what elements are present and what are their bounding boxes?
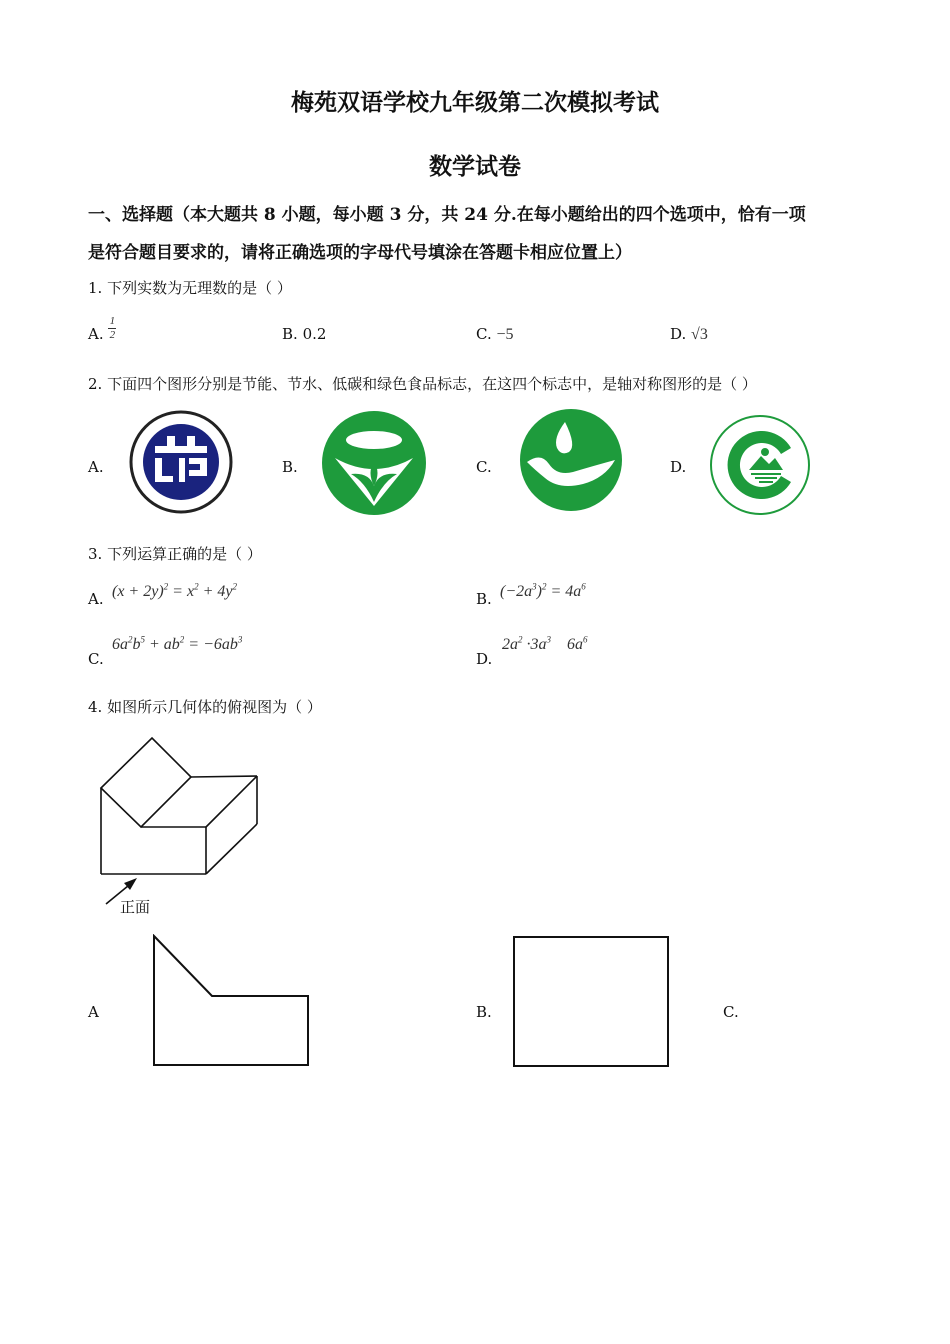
q4-option-a-label[interactable]: A — [88, 1003, 99, 1021]
option-value: 0.2 — [302, 325, 327, 343]
option-value: √3 — [691, 326, 708, 343]
q1-option-a[interactable] — [88, 314, 116, 343]
green-food-logo-icon — [321, 410, 427, 516]
q4-option-a-shape — [150, 934, 312, 1069]
q3-option-c[interactable] — [88, 650, 104, 668]
q2-option-c-label[interactable]: C. — [476, 458, 492, 476]
q4-option-c-label[interactable]: C. — [723, 1003, 739, 1021]
question-1-stem: 1. 下列实数为无理数的是（ ） — [88, 279, 292, 297]
q3-option-d[interactable] — [476, 650, 492, 668]
water-saving-logo-icon — [519, 408, 623, 512]
q4-option-b-label[interactable]: B. — [476, 1003, 492, 1021]
option-value: −5 — [496, 326, 514, 343]
section-heading-line2: 是符合题目要求的，请将正确选项的字母代号填涂在答题卡相应位置上） — [88, 243, 632, 263]
option-label: A. — [88, 590, 104, 608]
q1-option-c[interactable] — [476, 325, 514, 344]
page-title: 梅苑双语学校九年级第二次模拟考试 — [291, 89, 659, 116]
question-4-stem: 4. 如图所示几何体的俯视图为（ ） — [88, 698, 322, 716]
option-label: B. — [476, 590, 492, 608]
option-label: A. — [88, 325, 104, 343]
low-carbon-logo-icon — [709, 414, 811, 516]
option-label: D. — [476, 650, 493, 668]
front-view-label: 正面 — [120, 898, 151, 916]
q3-option-d-formula: $2a^2 \cdot 3a^3$ $6a^6$ — [502, 634, 588, 653]
question-3-stem: 3. 下列运算正确的是（ ） — [88, 545, 262, 563]
q3-option-c-formula: $6a^2b^5 + ab^2 = -6ab^3$ — [112, 634, 243, 653]
option-label: B. — [282, 325, 298, 343]
question-2-stem: 2. 下面四个图形分别是节能、节水、低碳和绿色食品标志，在这四个标志中，是轴对称图形的是（ ） — [88, 375, 757, 393]
q4-option-b-shape — [511, 934, 671, 1069]
q3-option-a[interactable] — [88, 590, 104, 608]
energy-saving-logo-icon — [127, 410, 235, 514]
option-label: D. — [670, 325, 687, 343]
q1-option-b[interactable] — [282, 325, 326, 343]
option-label: C. — [476, 325, 492, 343]
section-heading-line1: 一、选择题（本大题共 8 小题，每小题 3 分，共 24 分.在每小题给出的四个选项中，恰有一项 — [88, 205, 806, 225]
q2-option-d-label[interactable]: D. — [670, 458, 687, 476]
option-label: C. — [88, 650, 104, 668]
fraction-one-half: $\frac{1}{2}$ — [109, 314, 116, 341]
solid-figure-diagram — [96, 734, 262, 910]
q1-option-d[interactable] — [670, 325, 708, 344]
q2-option-b-label[interactable]: B. — [282, 458, 298, 476]
q3-option-b[interactable] — [476, 590, 492, 608]
q2-option-a-label[interactable]: A. — [88, 458, 104, 476]
page-subtitle: 数学试卷 — [429, 153, 521, 180]
q3-option-b-formula: $(-2a^3)^2 = 4a^6$ — [500, 581, 586, 600]
q3-option-a-formula: $(x + 2y)^2 = x^2 + 4y^2$ — [112, 581, 237, 600]
